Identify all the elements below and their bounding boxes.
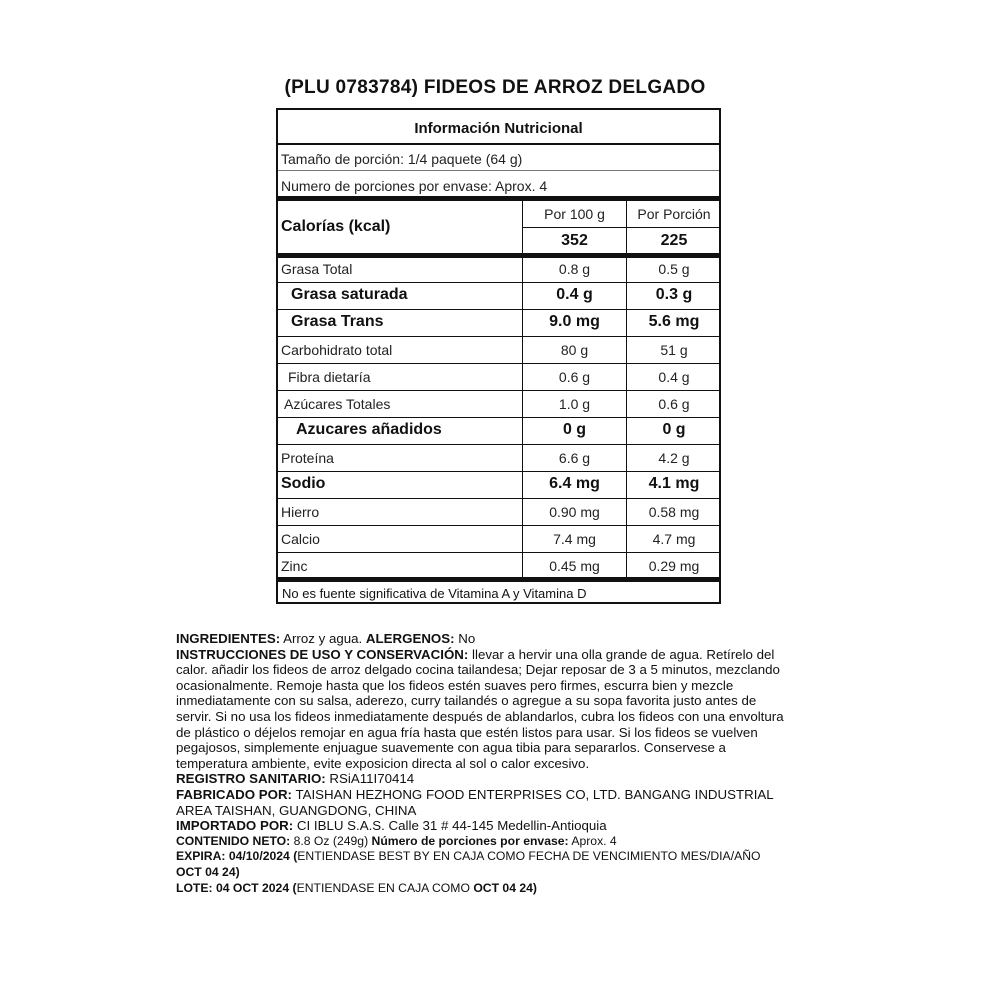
row-rule xyxy=(522,227,719,228)
column-header-per-100g: Por 100 g xyxy=(544,206,605,222)
ingredients-label: INGREDIENTES: xyxy=(176,631,281,646)
expira-line xyxy=(176,865,836,881)
allergens-value: No xyxy=(454,631,476,646)
nutrient-value-portion: 5.6 mg xyxy=(648,313,700,330)
nutrient-label: Proteína xyxy=(281,450,334,466)
nutrient-value-portion: 0.58 mg xyxy=(648,504,700,520)
product-info-text xyxy=(176,631,836,896)
instructions-line: de plástico o déjelos remojar en agua fría hasta que estén listos para usar. Si los fideos se vuelven xyxy=(176,724,758,740)
instructions-line: pegajosos, simplemente enjuague suavemente con agua tibia para separarlos. Conservese a xyxy=(176,740,726,756)
fabricado-label: FABRICADO POR: xyxy=(176,786,292,802)
row-rule xyxy=(278,552,719,553)
nutrient-label: Calcio xyxy=(281,531,320,547)
nutrient-value-portion: 0.6 g xyxy=(658,396,690,412)
row-rule xyxy=(278,471,719,472)
expira-line xyxy=(176,849,836,865)
expira-label: EXPIRA: 04/10/2024 ( xyxy=(176,849,298,864)
rule-thick-3 xyxy=(278,577,719,582)
expira-text: ENTIENDASE BEST BY EN CAJA COMO FECHA DE VENCIMIENTO MES/DIA/AÑO xyxy=(297,849,761,864)
nutrient-label: Zinc xyxy=(281,558,308,574)
calories-per-100g: 352 xyxy=(561,232,588,249)
lote-end: OCT 04 24) xyxy=(473,880,537,895)
nutrient-label: Hierro xyxy=(281,504,320,520)
nutrient-value-100g: 80 g xyxy=(560,342,589,358)
servings-per-container: Numero de porciones por envase: Aprox. 4 xyxy=(281,178,548,194)
allergens-label: ALERGENOS: xyxy=(365,631,455,646)
importado-line xyxy=(176,818,836,834)
nutrient-label: Grasa saturada xyxy=(291,286,408,303)
rule-under-serving xyxy=(278,170,719,171)
registro-label: REGISTRO SANITARIO: xyxy=(176,771,326,787)
instructions-text: llevar a hervir una olla grande de agua. Retírelo del xyxy=(468,646,775,662)
contenido-line xyxy=(176,834,836,850)
row-rule xyxy=(278,444,719,445)
nutrient-value-100g: 6.6 g xyxy=(558,450,591,466)
row-rule xyxy=(278,309,719,310)
expira-end: OCT 04 24) xyxy=(176,864,240,879)
porciones-label: Número de porciones por envase: xyxy=(371,833,569,848)
lote-line xyxy=(176,881,836,897)
nutrient-value-100g: 0.4 g xyxy=(556,286,593,303)
nutrient-value-100g: 0.6 g xyxy=(558,369,591,385)
nutrient-value-100g: 0.45 mg xyxy=(549,558,600,574)
instructions-label: INSTRUCCIONES DE USO Y CONSERVACIÓN: xyxy=(176,646,469,662)
porciones-value: Aprox. 4 xyxy=(568,833,617,848)
vitamin-footnote: No es fuente significativa de Vitamina A y Vitamina D xyxy=(282,586,587,601)
importado-value: CI IBLU S.A.S. Calle 31 # 44-145 Medellin-Antioquia xyxy=(293,818,607,834)
nutrient-label: Grasa Total xyxy=(281,261,353,277)
column-rule-1 xyxy=(522,201,523,577)
nutrient-value-100g: 9.0 mg xyxy=(549,313,600,330)
nutrient-value-portion: 0.5 g xyxy=(658,261,690,277)
ingredients-line xyxy=(176,631,836,647)
nutrient-label: Sodio xyxy=(281,475,326,492)
row-rule xyxy=(278,282,719,283)
nutrient-value-100g: 0.90 mg xyxy=(549,504,600,520)
row-rule xyxy=(278,390,719,391)
row-rule xyxy=(278,336,719,337)
nutrient-label: Carbohidrato total xyxy=(281,342,393,358)
row-rule xyxy=(278,525,719,526)
instructions-line: temperatura ambiente, evite exposicion directa al sol o calor excesivo. xyxy=(176,755,590,771)
instructions-line: calor. añadir los fideos de arroz delgado cocina tailandesa; Dejar reposar de 3 a 5 minutos, mezclando xyxy=(176,662,780,678)
instructions-line: inmediatamente con su salsa, aderezo, curry tailandés o agregue a su sopa favorita justo antes de xyxy=(176,693,757,709)
rule-under-heading xyxy=(278,143,719,145)
nutrient-value-portion: 0 g xyxy=(662,421,686,438)
fabricado-value: TAISHAN HEZHONG FOOD ENTERPRISES CO, LTD. BANGANG INDUSTRIAL xyxy=(291,786,774,802)
registro-value: RSiA11I70414 xyxy=(325,771,415,787)
lote-text: ENTIENDASE EN CAJA COMO xyxy=(296,880,474,895)
nutrient-value-portion: 4.7 mg xyxy=(652,531,696,547)
nutrient-value-portion: 4.1 mg xyxy=(648,475,700,492)
nutrient-value-portion: 51 g xyxy=(660,342,688,358)
row-rule xyxy=(278,417,719,418)
nutrient-value-100g: 7.4 mg xyxy=(553,531,596,547)
nutrient-value-100g: 6.4 mg xyxy=(549,475,600,492)
nutrient-value-portion: 0.29 mg xyxy=(648,558,700,574)
registro-line xyxy=(176,771,836,787)
calories-label: Calorías (kcal) xyxy=(281,218,391,235)
contenido-label: CONTENIDO NETO: xyxy=(176,833,291,848)
instructions-line: ocasionalmente. Remoje hasta que los fideos estén suaves pero firmes, escurra bien y mezcle xyxy=(176,677,734,693)
nutrient-value-100g: 1.0 g xyxy=(558,396,591,412)
nutrition-facts-panel xyxy=(276,108,721,604)
nutrient-label: Fibra dietaría xyxy=(288,369,371,385)
fabricado-line: AREA TAISHAN, GUANGDONG, CHINA xyxy=(176,802,417,818)
nutrient-label: Azucares añadidos xyxy=(296,421,442,438)
column-rule-2 xyxy=(626,201,627,577)
nutrient-label: Azúcares Totales xyxy=(284,396,391,412)
contenido-value: 8.8 Oz (249g) xyxy=(290,833,372,848)
nutrient-value-portion: 0.3 g xyxy=(655,286,693,303)
instructions-line xyxy=(176,647,836,663)
nutrient-label: Grasa Trans xyxy=(291,313,384,330)
nutrient-value-100g: 0 g xyxy=(562,421,587,438)
instructions-line: servir. Si no usa los fideos inmediatamente después de ablandarlos, cubra los fideos con una envoltura xyxy=(176,708,784,724)
nutrient-value-portion: 0.4 g xyxy=(658,369,690,385)
column-header-per-portion: Por Porción xyxy=(637,206,711,222)
rule-thick-2 xyxy=(278,253,719,258)
fabricado-line xyxy=(176,787,836,803)
nutrient-value-100g: 0.8 g xyxy=(558,261,591,277)
lote-label: LOTE: 04 OCT 2024 ( xyxy=(176,880,297,895)
serving-size: Tamaño de porción: 1/4 paquete (64 g) xyxy=(281,151,523,167)
row-rule xyxy=(278,363,719,364)
row-rule xyxy=(278,498,719,499)
product-title: (PLU 0783784) FIDEOS DE ARROZ DELGADO xyxy=(284,77,706,98)
calories-per-portion: 225 xyxy=(660,232,688,249)
panel-heading: Información Nutricional xyxy=(414,120,583,137)
nutrient-value-portion: 4.2 g xyxy=(658,450,690,466)
importado-label: IMPORTADO POR: xyxy=(176,818,294,834)
ingredients-value: Arroz y agua. xyxy=(280,631,366,646)
rule-thick-1 xyxy=(278,196,719,201)
